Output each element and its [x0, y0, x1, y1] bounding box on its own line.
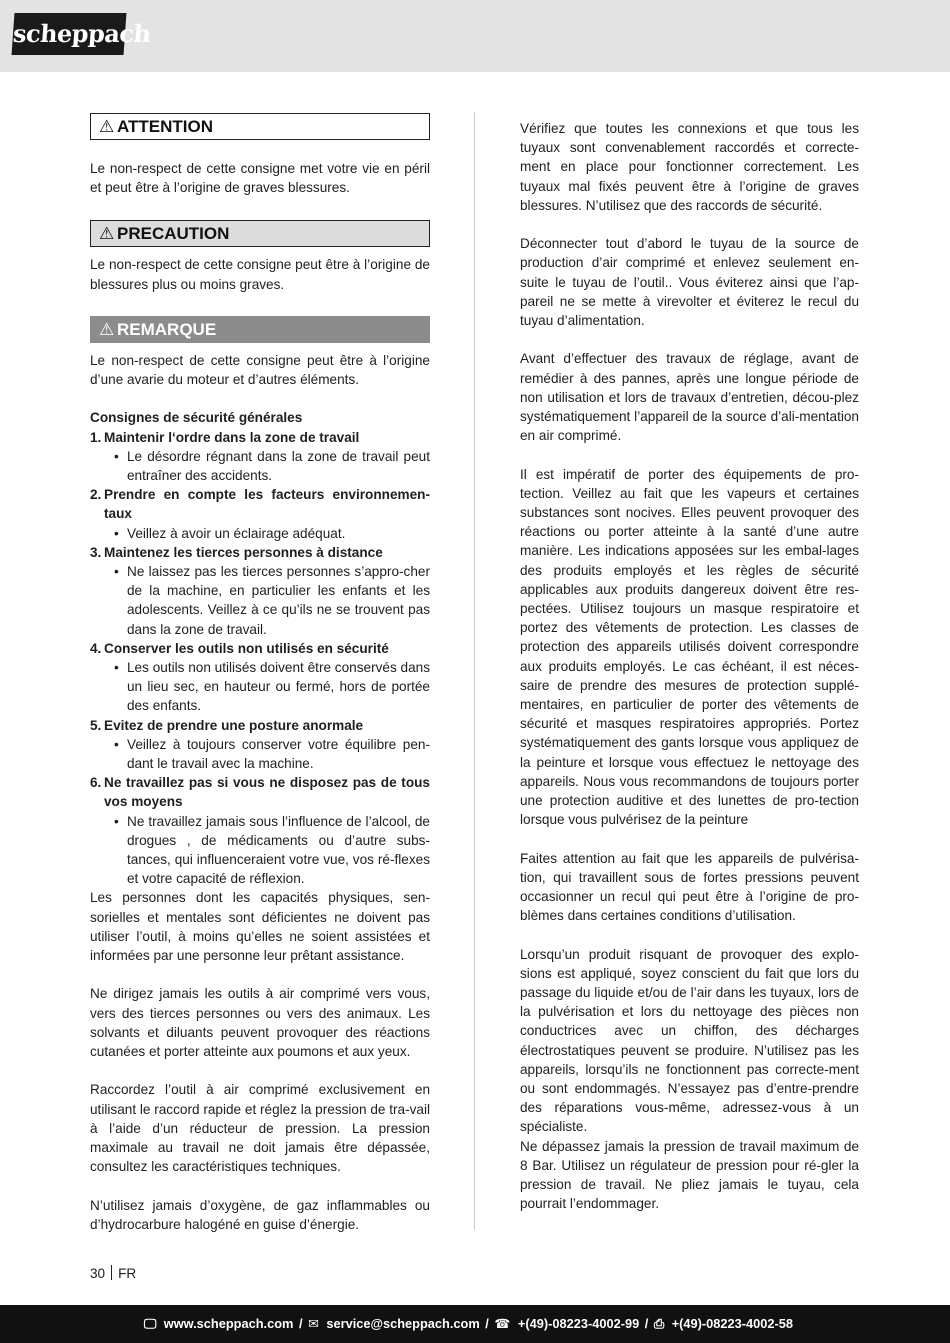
- item-bullet: • Veillez à avoir un éclairage adéquat.: [114, 525, 346, 541]
- footer-fax: +(49)-08223-4002-58: [671, 1316, 793, 1331]
- footer-bar: 🖵 www.scheppach.com / ✉ service@scheppach.com / ☎ +(49)-08223-4002-99 / ⎙ +(49)-08223-4002-58: [0, 1305, 950, 1343]
- item-bullet: • Les outils non utilisés doivent être conservés dans un lieu sec, en hauteur ou fermé, hors de portée des enfants.: [114, 660, 431, 714]
- page-language: FR: [118, 1266, 137, 1281]
- fax-icon: ⎙: [653, 1316, 665, 1331]
- paragraph: Ne dirigez jamais les outils à air comprimé vers vous, vers des tierces personnes ou vers des animaux. Les solvants et diluants peuvent provoquer des réactions cutanées et porter atteinte aux poumons et aux yeux.: [90, 986, 430, 1060]
- precaution-text: Le non-respect de cette consigne peut être à l’origine de blessures plus ou moins graves.: [90, 257, 430, 292]
- item-bullet: • Le désordre régnant dans la zone de travail peut entraîner des accidents.: [114, 448, 430, 484]
- paragraph: Ne dépassez jamais la pression de travail maximum de 8 Bar. Utilisez un régulateur de pression pour ré-gler la pression de travail. Ne pliez jamais le tuyau, cela pourrait l’endommager.: [520, 1138, 859, 1212]
- precaution-box: [90, 220, 430, 247]
- warning-icon: ⚠: [99, 117, 115, 136]
- left-column: [90, 113, 430, 1234]
- attention-text: Le non-respect de cette consigne met votre vie en péril et peut être à l’origine de graves blessures.: [90, 161, 430, 196]
- mail-icon: ✉: [308, 1316, 319, 1331]
- paragraph: N’utilisez jamais d’oxygène, de gaz inflammables ou d’hydrocarbure halogéné en guise d’énergie.: [90, 1197, 430, 1232]
- footer-web-link[interactable]: www.scheppach.com: [163, 1316, 294, 1331]
- paragraph: Les personnes dont les capacités physiques, sen-sorielles et mentales sont déficientes ne doivent pas utiliser l’outil, à moins qu’elles ne soient assistées et informées par une personne leur prêtant assistance.: [90, 890, 430, 964]
- attention-box: [90, 113, 430, 140]
- item-bullet: • Ne travaillez jamais sous l’influence de l’alcool, de drogues , de médicaments ou d’autre subs-tances, qui influenceraient votre vue, vos ré-flexes et votre capacité de réflexion.: [114, 813, 430, 887]
- paragraph: Avant d’effectuer des travaux de réglage, avant de remédier à des pannes, après une longue période de non utilisation et lors de travaux d’entretien, décou-plez systématiquement l’appareil de la source d’ali-mentation en air comprimé.: [520, 351, 859, 444]
- item-title: 2. Prendre en compte les facteurs environnemen-taux: [90, 487, 430, 522]
- item-bullet: • Ne laissez pas les tierces personnes s’appro-cher de la machine, en particulier les enfants et les adolescents. Veillez à ce qu’ils ne se trouvent pas dans la zone de travail.: [114, 564, 430, 637]
- item-title: 1. Maintenir l‘ordre dans la zone de travail: [90, 429, 360, 445]
- remarque-text: Le non-respect de cette consigne peut être à l’origine d’une avarie du moteur et d’autres éléments.: [90, 352, 430, 388]
- paragraph: Raccordez l’outil à air comprimé exclusivement en utilisant le raccord rapide et réglez la pression de tra-vail à l’aide d’un réducteur de pression. La pression maximale au travail ne doit jamais être dépassée, consultez les caractéristiques techniques.: [90, 1082, 431, 1175]
- column-divider: [474, 112, 475, 1230]
- item-title: 3. Maintenez les tierces personnes à distance: [90, 544, 383, 560]
- remarque-title: REMARQUE: [117, 319, 217, 339]
- footer-phone: +(49)-08223-4002-99: [517, 1316, 640, 1331]
- item-title: 6. Ne travaillez pas si vous ne disposez pas de tous vos moyens: [90, 775, 430, 810]
- warning-icon: ⚠: [99, 319, 115, 339]
- paragraph: Vérifiez que toutes les connexions et que tous les tuyaux sont convenablement raccordés et correcte-ment en place pour fonctionner correctement. Les tuyaux mal fixés peuvent être à l’origine de graves blessures. N’utilisez que des raccords de sécurité.: [520, 121, 859, 213]
- attention-title: ATTENTION: [117, 117, 214, 136]
- item-title: 5. Evitez de prendre une posture anormale: [90, 717, 364, 733]
- item-bullet: • Veillez à toujours conserver votre équilibre pen-dant le travail avec la machine.: [114, 736, 430, 772]
- page-number: [90, 1265, 136, 1283]
- remarque-box: [90, 316, 430, 343]
- warning-icon: ⚠: [99, 224, 115, 244]
- safety-heading: Consignes de sécurité générales: [90, 410, 303, 426]
- paragraph: Il est impératif de porter des équipements de pro-tection. Veillez au fait que les vapeurs et certaines substances sont nocives. Elles peuvent provoquer des réactions ou porter atteinte à la santé d’une autre manière. Les indications apposées sur les embal-lages des produits employés et les règles de sécurité applicables aux produits dangereux doivent être res-pectées. Utilisez toujours un masque respiratoire et portez des vêtements de protection. Les classes de protection des appareils utilisés doivent correspondre aux produits employés. Le cas échéant, il est néces-saire de prendre des mesures de protection supplé-mentaires, en particulier de porter des vêtements de sécurité et masques respiratoires appropriés. Portez systématiquement des gants lorsque vous appliquez de la peinture et lorsque vous effectuez le nettoyage des appareils. Nous vous recommandons de toujours porter une protection auditive et des lunettes de pro-tection lorsque vous pulvérisez de la peinture: [520, 466, 859, 828]
- item-title: 4. Conserver les outils non utilisés en sécurité: [90, 640, 389, 656]
- paragraph: Lorsqu’un produit risquant de provoquer des explo-sions est appliqué, soyez conscient du fait que lors du passage du liquide et/ou de l’air dans les tuyaux, lors de la pulvérisation et lors du nettoyage des pièces non conductrices avec un chiffon, des décharges électrostatiques peuvent se produire. N’utilisez pas les appareils, lorsqu’ils ne fonctionnent pas correcte-ment ou sont endommagés. N’essayez pas d’entre-prendre des réparations vous-même, adressez-vous à un spécialiste.: [520, 946, 859, 1135]
- footer-email-link[interactable]: service@scheppach.com: [326, 1316, 480, 1331]
- right-column: [520, 119, 859, 1214]
- page-number-value: 30: [90, 1266, 106, 1281]
- monitor-icon: 🖵: [143, 1316, 157, 1331]
- precaution-title: PRECAUTION: [117, 224, 230, 244]
- phone-icon: ☎: [494, 1316, 511, 1331]
- paragraph: Déconnecter tout d’abord le tuyau de la source de production d’air comprimé et enlevez seulement en-suite le tuyau de l’outil.. Vous éviterez ainsi que l’ap-pareil ne se mette à virevolter et éviterez le recul du tuyau d’alimentation.: [520, 236, 859, 329]
- paragraph: Faites attention au fait que les appareils de pulvérisa-tion, qui travaillent sous de fortes pressions peuvent occasionner un recul qui peut être à l’origine de pro-blèmes dans certaines conditions d’utilisation.: [520, 850, 859, 924]
- brand-logo: scheppach: [12, 13, 127, 55]
